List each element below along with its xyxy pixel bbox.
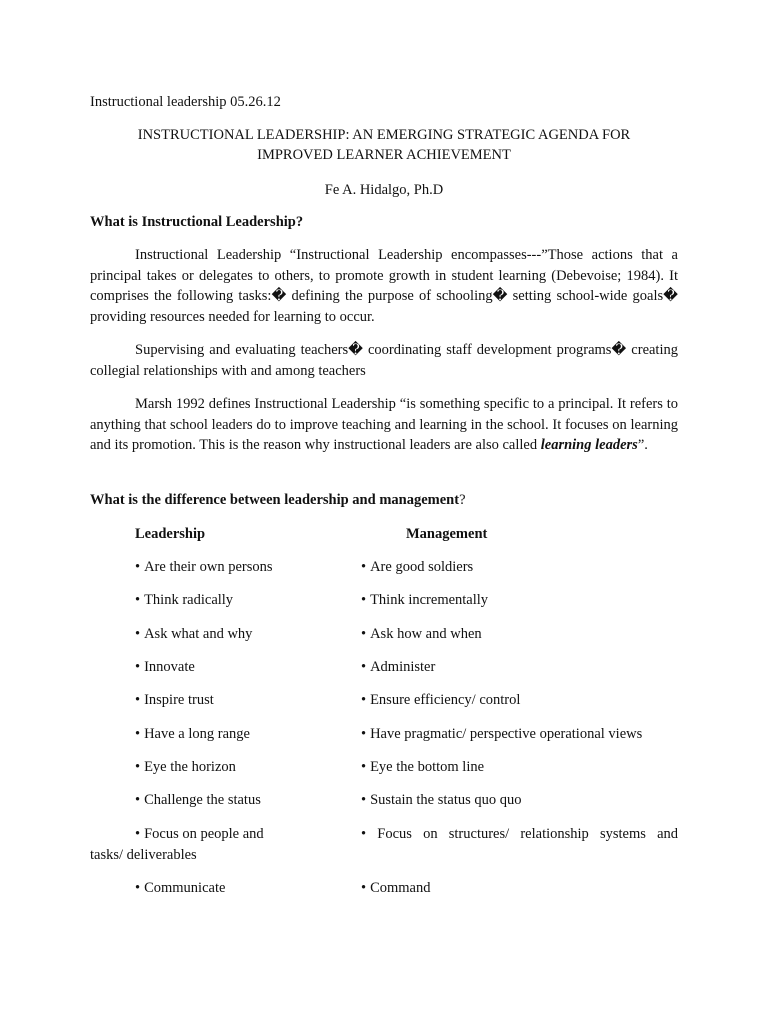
bullet-glyph: • (361, 792, 367, 808)
paragraph-3-end: ”. (637, 437, 648, 454)
bullet-glyph: • (135, 759, 141, 775)
bullet-glyph: • (135, 592, 141, 608)
leadership-item (135, 824, 264, 845)
management-item (361, 878, 431, 899)
management-item (361, 724, 642, 745)
leadership-item-text: Innovate (144, 659, 195, 675)
management-item-text: Think incrementally (370, 592, 489, 608)
column-header-management: Management (406, 526, 488, 542)
management-item-text: Ensure efficiency/ control (370, 692, 521, 708)
question-heading-1: What is Instructional Leadership? (90, 214, 304, 230)
bullet-glyph: • (361, 692, 367, 708)
learning-leaders-emphasis: learning leaders (540, 437, 638, 454)
bullet-glyph: • (135, 626, 141, 642)
question-heading-2-mark: ? (459, 492, 466, 508)
leadership-item-text: Have a long range (144, 726, 250, 742)
management-item (361, 690, 520, 711)
bullet-glyph: • (135, 826, 141, 842)
title-line-2: IMPROVED LEARNER ACHIEVEMENT (257, 147, 511, 163)
leadership-item (135, 624, 252, 645)
leadership-item (135, 724, 250, 745)
bullet-glyph: • (361, 592, 367, 608)
paragraph-3-text: Marsh 1992 defines Instructional Leadership “is something specific to a principal. It refers to anything that school leaders do to improve teaching and learning in the school. It focuses on learning and its promotion. This is the reason why instructional leaders are also called (90, 396, 678, 454)
title-line-1: INSTRUCTIONAL LEADERSHIP: AN EMERGING STRATEGIC AGENDA FOR (137, 127, 631, 143)
management-item (361, 624, 482, 645)
author-name: Fe A. Hidalgo, Ph.D (324, 182, 444, 198)
leadership-item-text: Ask what and why (144, 626, 253, 642)
bullet-glyph: • (361, 726, 367, 742)
question-heading-2 (90, 490, 678, 511)
bullet-glyph: • (135, 726, 141, 742)
management-item (361, 757, 484, 778)
management-item (361, 790, 522, 811)
management-item-text: Ask how and when (370, 626, 482, 642)
management-item (361, 657, 435, 678)
leadership-item (135, 557, 273, 578)
bullet-glyph: • (361, 659, 367, 675)
paragraph-1: Instructional Leadership “Instructional Leadership encompasses---”Those actions that a principal takes or delegates to others, to promote growth in student learning (Debevoise; 1984). It comprises the following tasks:� defining the purpose of schooling� setting school-wide goals� providing resources needed for learning to occur. (90, 247, 678, 326)
bullet-glyph: • (135, 659, 141, 675)
document-header: Instructional leadership 05.26.12 (90, 94, 281, 110)
leadership-item (135, 590, 233, 611)
management-item-text: Focus on structures/ relationship systems and (377, 826, 679, 842)
management-item-text: Eye the bottom line (370, 759, 485, 775)
leadership-item (135, 690, 214, 711)
leadership-item-text: Are their own persons (144, 559, 273, 575)
leadership-item-text: Inspire trust (144, 692, 214, 708)
bullet-glyph: • (361, 559, 367, 575)
management-item-text: Are good soldiers (370, 559, 474, 575)
bullet-glyph: • (135, 559, 141, 575)
paragraph-2: Supervising and evaluating teachers� coordinating staff development programs� creating collegial relationships with and among teachers (90, 342, 678, 379)
bullet-glyph: • (361, 626, 367, 642)
management-item (361, 557, 473, 578)
management-item-text: Command (370, 880, 431, 896)
leadership-item-text: Think radically (144, 592, 234, 608)
leadership-item (135, 757, 236, 778)
leadership-item-text: Focus on people and (144, 826, 264, 842)
bullet-glyph: • (135, 792, 141, 808)
bullet-glyph: • (361, 880, 367, 896)
bullet-glyph: • (135, 880, 141, 896)
leadership-item-continuation: tasks/ deliverables (90, 847, 197, 863)
leadership-item-text: Communicate (144, 880, 226, 896)
leadership-item (135, 878, 225, 899)
bullet-glyph: • (361, 759, 367, 775)
leadership-item (135, 657, 195, 678)
question-heading-2-text: What is the difference between leadership and management (90, 492, 460, 508)
paragraph-3 (90, 394, 678, 456)
management-item-text: Have pragmatic/ perspective operational views (370, 726, 643, 742)
leadership-item (135, 790, 261, 811)
column-header-leadership: Leadership (135, 526, 206, 542)
leadership-item-text: Challenge the status (144, 792, 261, 808)
bullet-glyph: • (361, 826, 367, 842)
management-item-text: Administer (370, 659, 436, 675)
management-item-text: Sustain the status quo quo (370, 792, 522, 808)
leadership-item-text: Eye the horizon (144, 759, 236, 775)
bullet-glyph: • (135, 692, 141, 708)
management-item (361, 824, 678, 845)
management-item (361, 590, 488, 611)
